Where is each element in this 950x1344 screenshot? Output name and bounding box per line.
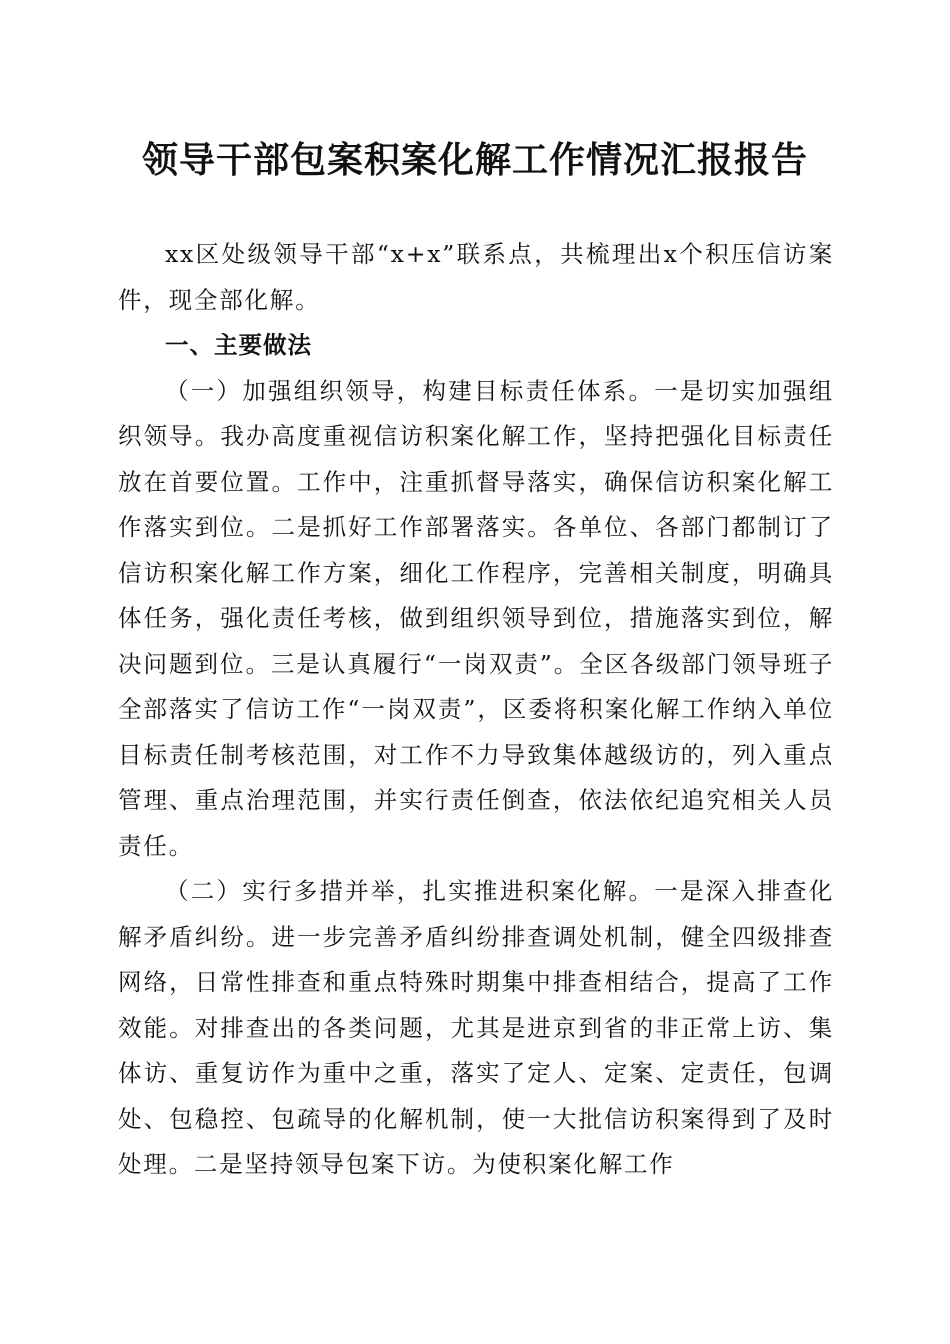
intro-paragraph: xx区处级领导干部“x+x”联系点，共梳理出x个积压信访案件，现全部化解。 — [118, 240, 834, 314]
paragraph-item-2 — [118, 869, 834, 1188]
item-1-heading: （一）加强组织领导，构建目标责任体系。 — [165, 376, 655, 405]
item-2-text: 一是深入排查化解矛盾纠纷。进一步完善矛盾纠纷排查调处机制，健全四级排查网络，日常性排查和重点特殊时期集中排查相结合，提高了工作效能。对排查出的各类问题，尤其是进京到省的非正常上访、集体访、重复访作为重中之重，落实了定人、定案、定责任，包调处、包稳控、包疏导的化解机制，使一大批信访积案得到了及时处理。二是坚持领导包案下访。为使积案化解工作 — [118, 877, 834, 1178]
document-title: 领导干部包案积案化解工作情况汇报报告 — [141, 139, 808, 181]
paragraph-item-1 — [118, 369, 834, 870]
item-1-text: 一是切实加强组织领导。我办高度重视信访积案化解工作，坚持把强化目标责任放在首要位置。工作中，注重抓督导落实，确保信访积案化解工作落实到位。二是抓好工作部署落实。各单位、各部门都制订了信访积案化解工作方案，细化工作程序，完善相关制度，明确具体任务，强化责任考核，做到组织领导到位，措施落实到位，解决问题到位。三是认真履行“一岗双责”。全区各级部门领导班子全部落实了信访工作“一岗双责”，区委将积案化解工作纳入单位目标责任制考核范围，对工作不力导致集体越级访的，列入重点管理、重点治理范围，并实行责任倒查，依法依纪追究相关人员责任。 — [118, 376, 834, 860]
document-body — [118, 232, 834, 1188]
section-heading-main-practices: 一、主要做法 — [165, 331, 312, 359]
item-2-heading: （二）实行多措并举，扎实推进积案化解。 — [165, 877, 655, 905]
